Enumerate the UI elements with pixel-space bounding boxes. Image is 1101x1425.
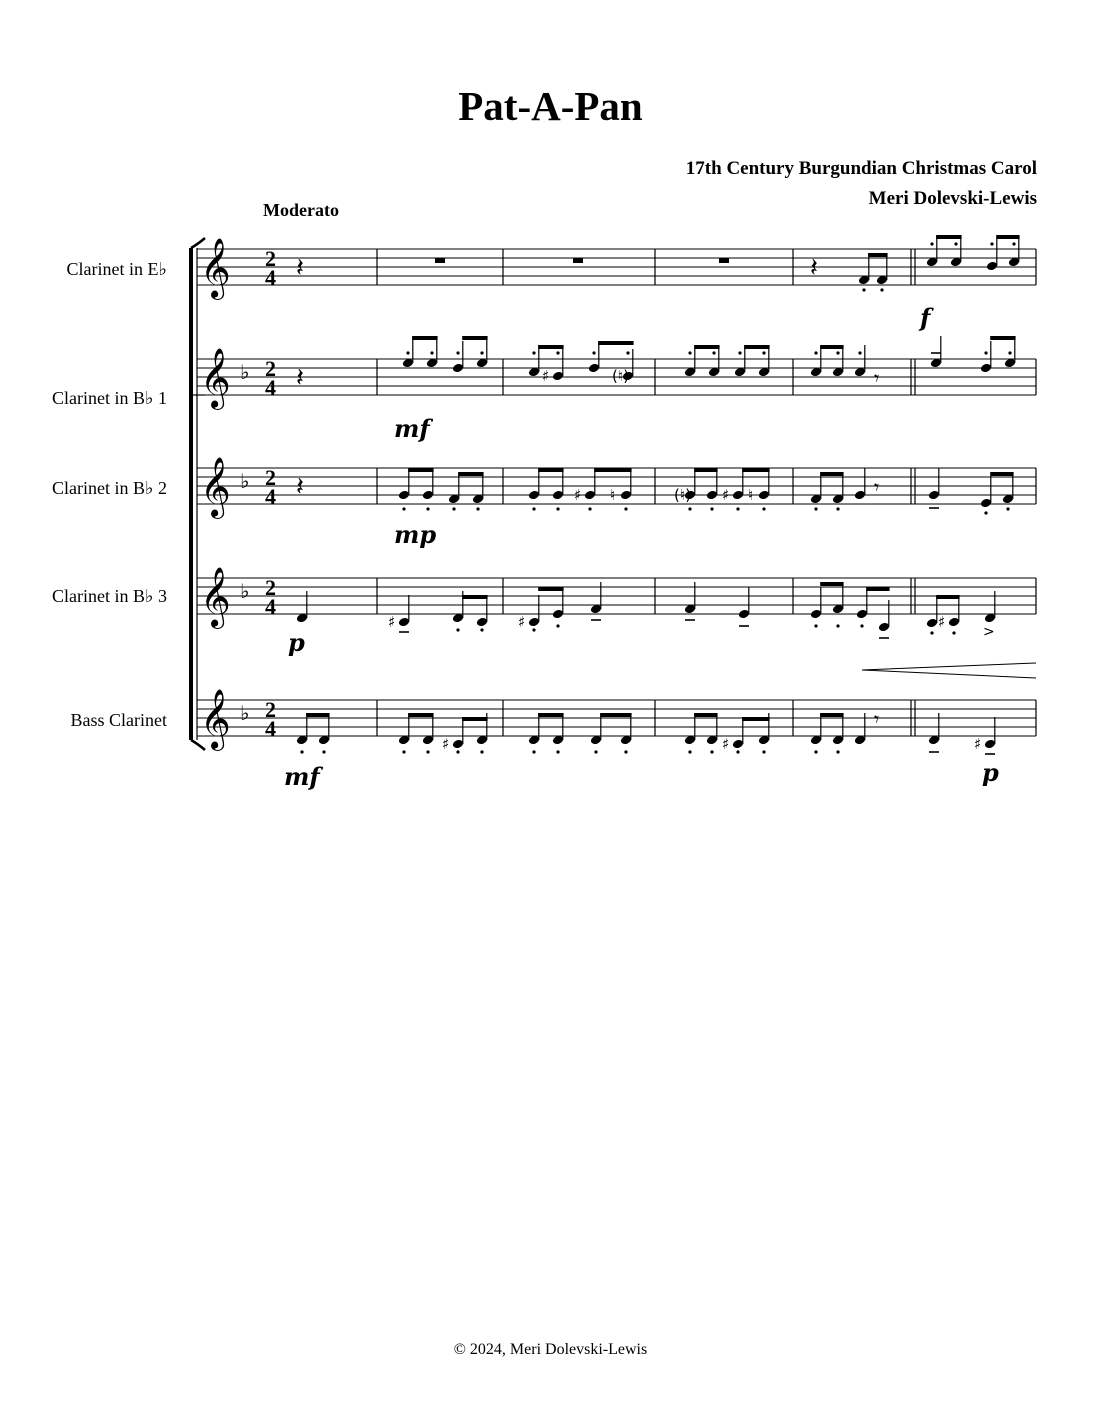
time-signature-denominator: 4 [265,716,276,741]
beam [408,713,433,717]
instrument-label-eb-clarinet: Clarinet in E♭ [66,259,167,279]
beam [866,587,889,591]
note [476,336,488,368]
note [810,345,822,377]
svg-text:♯: ♯ [388,613,396,631]
note [810,587,822,628]
eighth-rest-icon: 𝄾 [874,366,880,390]
note [1004,336,1016,368]
note [810,713,822,754]
note [986,239,998,271]
tempo-marking: Moderato [263,200,339,220]
instrument-label-bass-clarinet: Bass Clarinet [70,710,167,730]
time-signature-denominator: 4 [265,484,276,509]
svg-text:♮: ♮ [748,486,754,504]
beam [990,472,1013,476]
note [528,713,540,754]
note [722,717,744,754]
beam [694,713,717,717]
beam [742,717,769,721]
beam [694,345,719,349]
whole-rest-icon [435,258,445,263]
dynamic-piano: p [288,628,305,657]
note [1002,472,1014,511]
svg-text:♯: ♯ [574,486,582,504]
note [422,713,434,754]
note [448,472,460,511]
treble-clef-icon: 𝄞 [200,238,231,298]
note [926,235,938,267]
note [442,717,464,754]
svg-text:♯: ♯ [518,613,526,631]
beam [462,336,487,340]
dynamic-piano: p [982,758,999,787]
note [402,336,414,368]
eighth-rest-icon: 𝄾 [874,707,880,731]
treble-clef-icon: 𝄞 [200,348,231,408]
note [552,587,564,628]
dynamic-forte: f [920,303,931,332]
beam [820,345,843,349]
svg-text:♯: ♯ [974,735,982,753]
dynamic-mezzo-forte: mf [284,762,320,791]
beam [936,235,961,239]
note [832,472,844,511]
note [930,336,942,368]
beam [868,253,887,257]
note [472,472,484,511]
dynamic-mezzo-forte: mf [394,414,430,443]
quarter-rest-icon: 𝄽 [296,253,304,283]
beam [820,582,843,586]
composer-name: Meri Dolevski-Lewis [868,188,1037,209]
flat-key-signature-icon: ♭ [240,579,250,603]
note [426,336,438,368]
note [878,600,890,638]
beam [462,595,487,599]
note [856,587,868,628]
time-signature-numerator: 2 [265,246,276,271]
note [528,345,540,377]
note [832,345,844,377]
copyright-notice: © 2024, Meri Dolevski-Lewis [453,1341,648,1358]
whole-rest-icon [573,258,583,263]
treble-clef-icon: 𝄞 [200,689,231,749]
flat-key-signature-icon: ♭ [240,469,250,493]
note [684,345,696,377]
note [684,713,696,754]
dynamic-mezzo-piano: mp [394,520,437,549]
beam [598,341,633,345]
svg-text:♯: ♯ [442,735,450,753]
note [542,349,564,385]
flat-key-signature-icon: ♭ [240,701,250,725]
note [854,345,866,377]
time-signature-numerator: 2 [265,465,276,490]
beam [742,468,769,472]
note [588,341,600,373]
time-signature-denominator: 4 [265,375,276,400]
quarter-rest-icon: 𝄽 [810,253,818,283]
instrument-label-bb-clarinet-1: Clarinet in B♭ 1 [52,388,167,408]
beam [820,472,843,476]
note [452,341,464,373]
beam [306,713,329,717]
svg-text:♯: ♯ [722,735,730,753]
beam [538,587,563,591]
time-signature-denominator: 4 [265,594,276,619]
note [620,713,632,754]
note [810,472,822,511]
beam [538,345,563,349]
beam [744,345,769,349]
beam [594,468,631,472]
beam [996,235,1019,239]
note [928,713,940,752]
note [938,595,960,635]
note [590,713,602,754]
treble-clef-icon: 𝄞 [200,567,231,627]
instrument-label-bb-clarinet-2: Clarinet in B♭ 2 [52,478,167,498]
beam [538,713,563,717]
note [476,595,488,632]
beam [820,713,843,717]
beam [412,336,437,340]
note [296,713,308,754]
svg-text:♯: ♯ [938,613,946,631]
beam [408,468,433,472]
time-signature-numerator: 2 [265,575,276,600]
flat-key-signature-icon: ♭ [240,360,250,384]
whole-rest-icon [719,258,729,263]
time-signature-numerator: 2 [265,697,276,722]
note [1008,235,1020,267]
time-signature-numerator: 2 [265,356,276,381]
beam [458,472,483,476]
note [398,713,410,754]
time-signature-denominator: 4 [265,265,276,290]
note [518,595,540,632]
staff [197,457,1036,519]
beam [990,336,1015,340]
note [612,349,634,385]
beam [694,468,717,472]
staff [197,238,1036,300]
eighth-rest-icon: 𝄾 [874,475,880,499]
note [858,253,870,292]
note [980,341,992,373]
staff [197,567,1036,629]
beam [462,717,487,721]
note [318,713,330,754]
note [926,596,938,635]
crescendo-hairpin [862,663,1036,678]
quarter-rest-icon: 𝄽 [296,472,304,502]
svg-text:♮: ♮ [610,486,616,504]
svg-text:♯: ♯ [542,367,550,385]
beam [538,468,563,472]
note [950,235,962,267]
beam [936,595,959,599]
note [832,713,844,754]
svg-text:(♮): (♮) [674,486,692,504]
note [928,468,940,508]
treble-clef-icon: 𝄞 [200,457,231,517]
score-title: Pat-A-Pan [458,83,643,129]
svg-text:(♮): (♮) [612,367,630,385]
note [758,345,770,377]
note [854,468,866,500]
note [876,253,888,292]
note [552,713,564,754]
note [708,345,720,377]
quarter-rest-icon: 𝄽 [296,363,304,393]
score-subtitle: 17th Century Burgundian Christmas Carol [685,158,1037,179]
beam [600,713,631,717]
note [738,587,750,626]
accent-icon: > [983,624,995,640]
note [734,345,746,377]
instrument-label-bb-clarinet-3: Clarinet in B♭ 3 [52,586,167,606]
svg-text:♯: ♯ [722,486,730,504]
note [706,713,718,754]
